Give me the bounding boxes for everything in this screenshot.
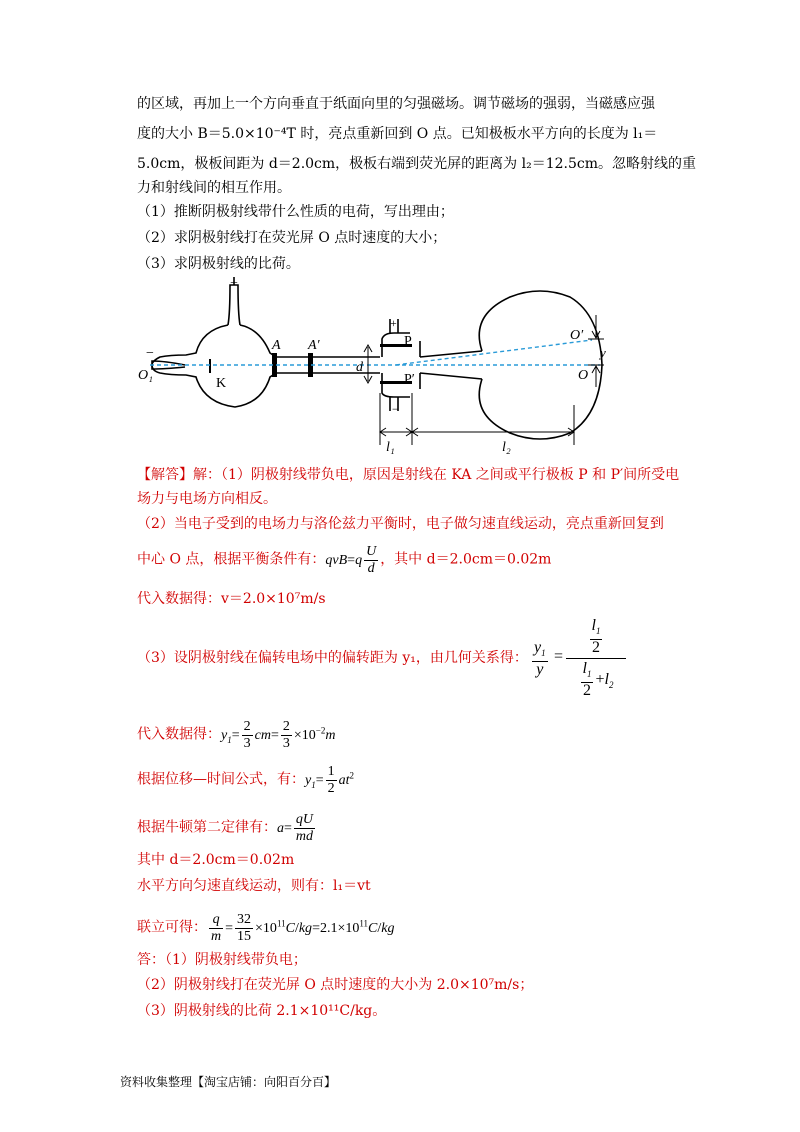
question-2: （2）求阴极射线打在荧光屏 O 点时速度的大小； [137, 230, 447, 246]
solution-3c-prefix: 根据位移—时间公式，有： [137, 771, 305, 788]
label-plus-top: + [230, 276, 238, 291]
problem-line-4: 力和射线间的相互作用。 [137, 180, 291, 196]
footer-note: 资料收集整理【淘宝店铺：向阳百分百】 [120, 1075, 337, 1089]
solution-line-3e: 其中 d＝2.0cm＝0.02m [137, 852, 295, 868]
solution-heading: 【解答】 [137, 467, 193, 483]
solution-line-3f: 水平方向匀速直线运动，则有：l₁＝vt [137, 878, 371, 894]
label-O-prime: O′ [570, 328, 584, 343]
problem-line-2: 度的大小 B＝5.0×10⁻⁴T 时，亮点重新回到 O 点。已知极板水平方向的长度为 l₁＝ [137, 126, 658, 142]
balance-equation: qvB=q $\frac{U}{d}$ [325, 544, 377, 576]
solution-line-3g [137, 912, 394, 945]
solution-2b-suffix: ，其中 d＝2.0cm＝0.02m [380, 551, 552, 568]
label-O: O [578, 368, 589, 383]
solution-3a-prefix: （3）设阴极射线在偏转电场中的偏转距为 y₁，由几何关系得： [137, 650, 528, 666]
solution-line-2a: （2）当电子受到的电场力与洛伦兹力平衡时，电子做匀速直线运动，亮点重新回复到 [137, 516, 664, 532]
label-A-prime: A′ [308, 338, 320, 353]
problem-line-3: 5.0cm，极板间距为 d＝2.0cm，极板右端到荧光屏的距离为 l₂＝12.5cm。忽略射线的重 [137, 156, 697, 172]
solution-line-3a [137, 648, 528, 668]
charge-mass-equation: $\frac{q}{m}$ = $\frac{32}{15}$ $\times 10^{11}C/kg=2.1\times 10^{11}C/kg$ [211, 912, 395, 944]
question-3: （3）求阴极射线的比荷。 [137, 256, 300, 272]
newton-equation: a= $\frac{qU}{md}$ [277, 812, 314, 844]
solution-3d-prefix: 根据牛顿第二定律有： [137, 819, 277, 836]
solution-3g-prefix: 联立可得： [137, 919, 207, 936]
label-l2: l₂ [502, 440, 511, 455]
label-plus-plate: + [390, 316, 397, 330]
solution-2b-prefix: 中心 O 点，根据平衡条件有： [137, 551, 326, 568]
answer-3: （3）阴极射线的比荷 2.1×10¹¹C/kg。 [137, 1003, 387, 1019]
label-y: y [600, 345, 606, 360]
solution-part-1: 解：（1）阴极射线带负电，原因是射线在 KA 之间或平行极板 P 和 P′间所受电 [193, 467, 680, 483]
label-A: A [272, 338, 281, 353]
label-P-prime: P′ [404, 372, 415, 387]
document-page: 的区域，再加上一个方向垂直于纸面向里的匀强磁场。调节磁场的强弱，当磁感应强 度的大小 B＝5.0×10⁻⁴T 时，亮点重新回到 O 点。已知极板水平方向的长度为 l₁＝ 5.0cm，极板间距为 d＝2.0cm，极板右端到荧光屏的距离为 l₂＝12.5cm。忽略射线的重 力和射线间的相互作用。 （1）推断阴极射线带什么性质的电荷，写出理由； （2）求阴极射线打在荧光屏 O 点时速度的大小； （3）求阴极射线的比荷。 + − O₁ K A A′ + P P′ − d O′ O y l₁ l₂ 【解答】解：（1）阴极射线带负电，原因是射线在 KA 之间或平行极板 P 和 P′间所受电 场力与电场方向相反。 （2）当电子受到的电场力与洛伦兹力平衡时，电子做匀速直线运动，亮点重新回复到 中心 O 点，根据平衡条件有：qvB=q $\frac{U}{d}$ ，其中 d＝2.0cm＝0.02m 代入数据得：v＝2.0×10⁷m/s （3）设阴极射线在偏转电场中的偏转距为 y₁，由几何关系得： $\frac{y_1}{y}$ = $\frac{l_1}{2}$ $\frac{l_1}{2}$ $+l_2$ 代入数据得：$y_1=$ $\frac{2}{3}$ cm= $\frac{2}{3}$ $\times 10^{-2}m$ 根据位移—时间公式，有：$y_1=$ $\frac{1}{2}$ $at^2$ 根据牛顿第二定律有：a= $\frac{qU}{md}$ 其中 d＝2.0cm＝0.02m 水平方向匀速直线运动，则有：l₁＝vt 联立可得： $\frac{q}{m}$ = $\frac{32}{15}$ $\times 10^{11}C/kg=2.1\times 10^{11}C/kg$ 答：（1）阴极射线带负电； （2）阴极射线打在荧光屏 O 点时速度的大小为 2.0×10⁷m/s； （3）阴极射线的比荷 2.1×10¹¹C/kg。 资料收集整理【淘宝店铺：向阳百分百】 [120, 96, 697, 1089]
label-P: P [404, 334, 412, 349]
displacement-equation: $y_1=$ $\frac{1}{2}$ $at^2$ [305, 764, 355, 796]
solution-line-1b: 场力与电场方向相反。 [137, 491, 277, 507]
question-1: （1）推断阴极射线带什么性质的电荷，写出理由； [137, 204, 454, 220]
label-minus-plate: − [392, 402, 399, 416]
problem-line-1: 的区域，再加上一个方向垂直于纸面向里的匀强磁场。调节磁场的强弱，当磁感应强 [137, 96, 655, 112]
label-minus-left: − [146, 346, 154, 361]
label-d: d [356, 360, 363, 375]
label-K: K [216, 376, 227, 391]
solution-line-3b [137, 719, 335, 752]
label-l1: l₁ [386, 440, 395, 455]
solution-line-3c [137, 764, 354, 797]
answer-2: （2）阴极射线打在荧光屏 O 点时速度的大小为 2.0×10⁷m/s； [137, 977, 534, 993]
solution-line-1 [137, 465, 679, 485]
solution-line-2c: 代入数据得：v＝2.0×10⁷m/s [137, 591, 326, 607]
cathode-ray-tube-diagram [130, 275, 640, 455]
label-O1: O₁ [138, 368, 153, 383]
y1-value: $y_1=$ $\frac{2}{3}$ cm= $\frac{2}{3}$ $\times 10^{-2}m$ [221, 719, 336, 751]
solution-3b-prefix: 代入数据得： [137, 726, 221, 743]
solution-line-2b [137, 544, 551, 577]
solution-line-3d [137, 812, 317, 845]
answer-1: 答：（1）阴极射线带负电； [137, 952, 307, 968]
